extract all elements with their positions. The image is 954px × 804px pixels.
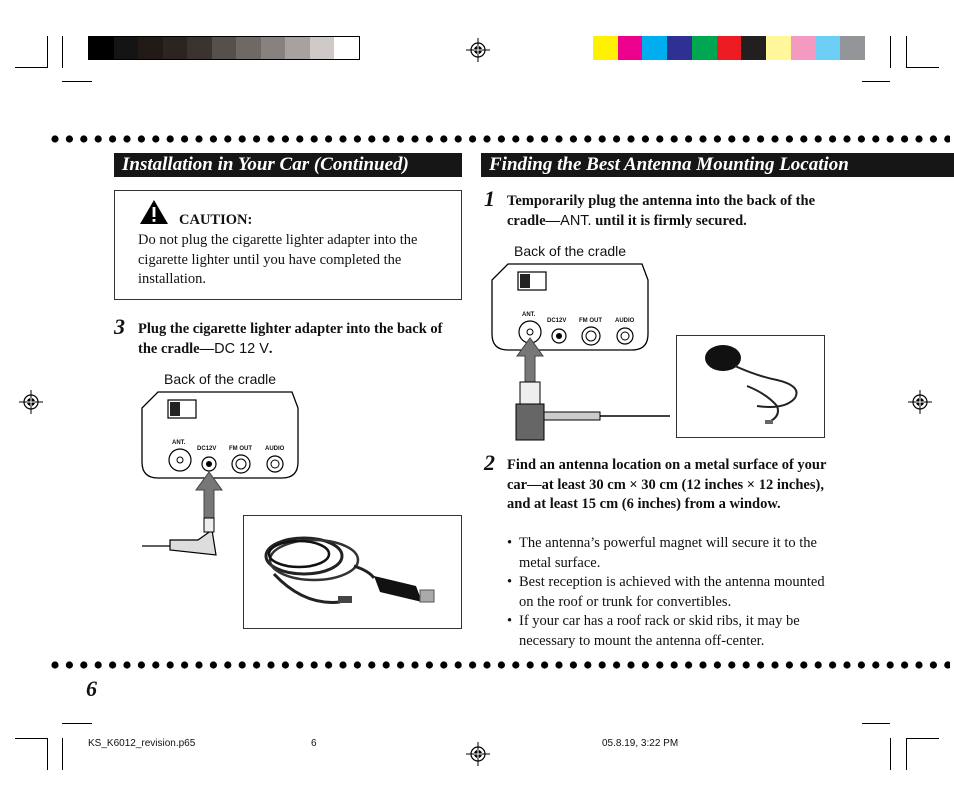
- warning-triangle-icon: [139, 199, 169, 225]
- grayscale-color-bar: [88, 36, 360, 60]
- rule-dot: [786, 661, 793, 668]
- crop-mark: [862, 723, 890, 724]
- color-swatch: [766, 36, 791, 60]
- rule-dot: [527, 135, 534, 142]
- color-swatch: [285, 37, 310, 59]
- color-swatch: [741, 36, 766, 60]
- rule-dot: [66, 661, 73, 668]
- crop-mark: [907, 67, 939, 68]
- rule-dot: [483, 135, 490, 142]
- rule-dot: [80, 661, 87, 668]
- rule-dot: [368, 135, 375, 142]
- registration-mark-icon: [19, 390, 43, 414]
- rule-dot: [66, 135, 73, 142]
- step-3-end: .: [268, 340, 273, 357]
- section-banner-antenna-location: Finding the Best Antenna Mounting Location: [481, 153, 954, 177]
- rule-dot: [627, 135, 634, 142]
- crop-mark: [47, 36, 48, 68]
- crop-mark: [862, 81, 890, 82]
- cradle-back-diagram: [490, 262, 670, 442]
- rule-dot: [325, 661, 332, 668]
- footer-filename: KS_K6012_revision.p65: [88, 738, 196, 749]
- rule-dot: [440, 135, 447, 142]
- color-swatch: [593, 36, 618, 60]
- step-2-bullets: [507, 534, 837, 651]
- rule-dot: [671, 135, 678, 142]
- rule-dot: [383, 135, 390, 142]
- rule-dot: [282, 135, 289, 142]
- rule-dot: [354, 661, 361, 668]
- rule-dot: [930, 135, 937, 142]
- rule-dot: [469, 661, 476, 668]
- rule-dot: [743, 661, 750, 668]
- rule-dot: [829, 661, 836, 668]
- rule-dot: [743, 135, 750, 142]
- crop-mark: [906, 738, 907, 770]
- rule-dot: [541, 661, 548, 668]
- rule-dot: [296, 661, 303, 668]
- rule-dot: [599, 135, 606, 142]
- rule-dot: [95, 135, 102, 142]
- color-swatch: [163, 37, 188, 59]
- rule-dot: [584, 661, 591, 668]
- rule-dot: [426, 135, 433, 142]
- rule-dot: [671, 661, 678, 668]
- crop-mark: [62, 723, 92, 724]
- rule-dot: [80, 135, 87, 142]
- step-number: 3: [114, 314, 125, 339]
- rule-dot: [555, 661, 562, 668]
- rule-dot: [714, 135, 721, 142]
- registration-mark-icon: [466, 38, 490, 62]
- rule-dot: [843, 661, 850, 668]
- rule-dot: [915, 661, 922, 668]
- rule-dot: [411, 661, 418, 668]
- list-item: • If your car has a roof rack or skid ribs, it may be necessary to mount the antenna off-center.: [507, 612, 837, 651]
- rule-dot: [699, 135, 706, 142]
- port-label-audio: AUDIO: [265, 446, 285, 452]
- rule-dot: [224, 135, 231, 142]
- rule-dot: [771, 661, 778, 668]
- step-1-text: [507, 192, 827, 231]
- rule-dot: [599, 661, 606, 668]
- rule-dot: [815, 661, 822, 668]
- rule-dot: [311, 661, 318, 668]
- color-swatch: [816, 36, 841, 60]
- rule-dot: [282, 661, 289, 668]
- rule-dot: [728, 135, 735, 142]
- crop-mark: [907, 738, 939, 739]
- rule-dot: [656, 135, 663, 142]
- port-label-fm: FM OUT: [229, 446, 252, 452]
- rule-dot: [239, 135, 246, 142]
- color-swatch: [89, 37, 114, 59]
- crop-mark: [62, 81, 92, 82]
- rule-dot: [757, 661, 764, 668]
- port-label-ant: ANT.: [172, 440, 186, 446]
- crop-mark: [15, 67, 47, 68]
- rule-dot: [887, 661, 894, 668]
- rule-dot: [699, 661, 706, 668]
- color-swatch: [840, 36, 865, 60]
- rule-dot: [152, 135, 159, 142]
- caution-text: Do not plug the cigarette lighter adapter into the cigarette lighter until you have completed the installation.: [138, 232, 418, 287]
- color-swatch: [667, 36, 692, 60]
- rule-dot: [613, 135, 620, 142]
- rule-dot: [944, 661, 950, 668]
- rule-dot: [944, 135, 950, 142]
- rule-dot: [311, 135, 318, 142]
- step-3-port: DC 12 V: [214, 340, 269, 357]
- rule-dot: [570, 135, 577, 142]
- rule-dot: [685, 661, 692, 668]
- crop-mark: [62, 738, 63, 770]
- registration-mark-icon: [908, 390, 932, 414]
- rule-dot: [757, 135, 764, 142]
- footer-page: 6: [311, 738, 317, 749]
- color-swatch: [334, 37, 359, 59]
- footer-timestamp: 05.8.19, 3:22 PM: [602, 738, 679, 749]
- rule-dot: [901, 661, 908, 668]
- rule-dot: [167, 661, 174, 668]
- rule-dot: [627, 661, 634, 668]
- rule-dot: [483, 661, 490, 668]
- rule-dot: [383, 661, 390, 668]
- rule-dot: [397, 135, 404, 142]
- rule-dot: [123, 135, 130, 142]
- step-1-end: until it is firmly secured.: [591, 212, 747, 229]
- port-label-dc: DC12V: [547, 318, 567, 324]
- section-banner-installation: Installation in Your Car (Continued): [114, 153, 462, 177]
- crop-mark: [906, 36, 907, 68]
- rule-dot: [498, 135, 505, 142]
- rule-dot: [512, 135, 519, 142]
- rule-dot: [267, 661, 274, 668]
- rule-dot: [786, 135, 793, 142]
- caution-box: [114, 190, 462, 300]
- rule-dot: [613, 661, 620, 668]
- rule-dot: [656, 661, 663, 668]
- color-swatch: [236, 37, 261, 59]
- rule-dot: [210, 661, 217, 668]
- rule-dot: [527, 661, 534, 668]
- rule-dot: [426, 661, 433, 668]
- rule-dot: [354, 135, 361, 142]
- rule-dot: [253, 135, 260, 142]
- rule-dot: [800, 135, 807, 142]
- crop-mark: [890, 36, 891, 68]
- dotted-rule-top: [50, 134, 950, 144]
- rule-dot: [930, 661, 937, 668]
- rule-dot: [887, 135, 894, 142]
- color-swatch: [310, 37, 335, 59]
- color-swatch: [791, 36, 816, 60]
- antenna-photo: [676, 335, 825, 438]
- rule-dot: [210, 135, 217, 142]
- cradle-label: Back of the cradle: [514, 243, 627, 259]
- color-swatch: [261, 37, 286, 59]
- rule-dot: [195, 661, 202, 668]
- cradle-label: Back of the cradle: [164, 371, 277, 387]
- rule-dot: [512, 661, 519, 668]
- dotted-rule-bottom: [50, 660, 950, 670]
- rule-dot: [138, 135, 145, 142]
- step-3-bold: Plug the cigarette lighter adapter into the back of the cradle—: [138, 321, 443, 357]
- rule-dot: [498, 661, 505, 668]
- page-number: 6: [86, 676, 97, 701]
- rule-dot: [95, 661, 102, 668]
- rule-dot: [829, 135, 836, 142]
- rule-dot: [109, 135, 116, 142]
- rule-dot: [642, 661, 649, 668]
- registration-mark-icon: [466, 742, 490, 766]
- color-swatch: [618, 36, 643, 60]
- rule-dot: [858, 661, 865, 668]
- port-label-fm: FM OUT: [579, 318, 602, 324]
- rule-dot: [411, 135, 418, 142]
- rule-dot: [239, 661, 246, 668]
- color-swatch: [212, 37, 237, 59]
- antenna-icon: [677, 336, 824, 437]
- cigarette-adapter-photo: [243, 515, 462, 629]
- rule-dot: [339, 135, 346, 142]
- rule-dot: [109, 661, 116, 668]
- rule-dot: [339, 661, 346, 668]
- crop-mark: [62, 36, 63, 68]
- rule-dot: [296, 135, 303, 142]
- rule-dot: [195, 135, 202, 142]
- rule-dot: [455, 661, 462, 668]
- rule-dot: [138, 661, 145, 668]
- crop-mark: [47, 738, 48, 770]
- rule-dot: [800, 661, 807, 668]
- rule-dot: [584, 135, 591, 142]
- step-1-port: ANT.: [560, 212, 592, 229]
- rule-dot: [815, 135, 822, 142]
- step-2-text: Find an antenna location on a metal surface of your car—at least 30 cm × 30 cm (12 inches × 12 inches), and at least 15 cm (6 inches) from a window.: [507, 457, 827, 512]
- step-number: 2: [484, 450, 495, 475]
- rule-dot: [872, 661, 879, 668]
- rule-dot: [181, 135, 188, 142]
- rule-dot: [123, 661, 130, 668]
- rule-dot: [771, 135, 778, 142]
- rule-dot: [368, 661, 375, 668]
- color-swatch: [114, 37, 139, 59]
- rule-dot: [397, 661, 404, 668]
- color-swatch: [187, 37, 212, 59]
- port-label-dc: DC12V: [197, 446, 217, 452]
- rule-dot: [152, 661, 159, 668]
- rule-dot: [267, 135, 274, 142]
- rule-dot: [843, 135, 850, 142]
- rule-dot: [541, 135, 548, 142]
- port-label-audio: AUDIO: [615, 318, 635, 324]
- crop-mark: [890, 738, 891, 770]
- rule-dot: [901, 135, 908, 142]
- rule-dot: [872, 135, 879, 142]
- rule-dot: [728, 661, 735, 668]
- step-1-bold: Temporarily plug the antenna into the back of the cradle—: [507, 193, 816, 229]
- rule-dot: [181, 661, 188, 668]
- step-number: 1: [484, 186, 495, 211]
- rule-dot: [685, 135, 692, 142]
- rule-dot: [570, 661, 577, 668]
- rule-dot: [915, 135, 922, 142]
- port-label-ant: ANT.: [522, 312, 536, 318]
- rule-dot: [325, 135, 332, 142]
- rule-dot: [224, 661, 231, 668]
- rule-dot: [469, 135, 476, 142]
- caution-title: CAUTION:: [179, 212, 253, 228]
- rule-dot: [858, 135, 865, 142]
- adapter-cable-icon: [244, 516, 461, 628]
- rule-dot: [51, 135, 58, 142]
- color-swatch: [138, 37, 163, 59]
- list-item: • Best reception is achieved with the antenna mounted on the roof or trunk for convertibles.: [507, 573, 837, 612]
- process-color-bar: [593, 36, 865, 60]
- rule-dot: [167, 135, 174, 142]
- color-swatch: [692, 36, 717, 60]
- rule-dot: [642, 135, 649, 142]
- crop-mark: [15, 738, 47, 739]
- step-3-text: [138, 320, 463, 359]
- rule-dot: [455, 135, 462, 142]
- color-swatch: [642, 36, 667, 60]
- rule-dot: [714, 661, 721, 668]
- rule-dot: [555, 135, 562, 142]
- list-item: • The antenna’s powerful magnet will secure it to the metal surface.: [507, 534, 837, 573]
- rule-dot: [440, 661, 447, 668]
- color-swatch: [717, 36, 742, 60]
- rule-dot: [51, 661, 58, 668]
- rule-dot: [253, 661, 260, 668]
